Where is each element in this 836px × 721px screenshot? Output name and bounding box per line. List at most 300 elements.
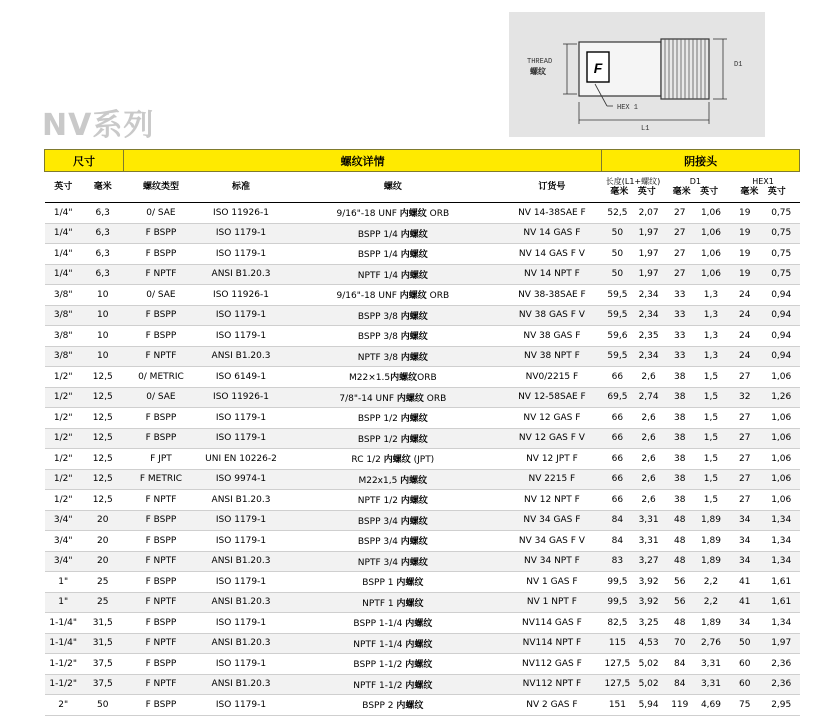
cell-d1-mm: 48	[664, 510, 695, 531]
cell-thread	[284, 592, 502, 613]
cell-mm: 20	[82, 510, 124, 531]
col-d1-in: 英寸	[700, 187, 719, 197]
cell-thread	[284, 346, 502, 367]
cell-thread-type: F NPTF	[124, 633, 199, 654]
cell-standard: ISO 1179-1	[198, 531, 283, 552]
cell-inch: 1/2"	[45, 449, 82, 470]
cell-d1-in: 1,06	[695, 223, 726, 244]
cell-hex-in: 1,34	[763, 510, 800, 531]
cell-inch: 1/2"	[45, 387, 82, 408]
cell-part-no: NV114 GAS F	[502, 613, 602, 634]
cell-standard: ANSI B1.20.3	[198, 592, 283, 613]
cell-part-no: NV 12 NPT F	[502, 490, 602, 511]
cell-hex-mm: 27	[727, 408, 763, 429]
cell-d1-mm: 119	[664, 695, 695, 716]
thread-internal-label: 内螺纹	[400, 537, 428, 548]
cell-part-no: NV 12 GAS F V	[502, 428, 602, 449]
cell-hex-in: 0,75	[763, 244, 800, 265]
cell-length-mm: 99,5	[602, 592, 633, 613]
cell-inch: 1/2"	[45, 469, 82, 490]
table-row	[45, 695, 800, 716]
thread-internal-label: 内螺纹	[400, 311, 428, 322]
col-thread-type: 螺纹类型	[124, 172, 199, 203]
cell-length-in: 2,34	[633, 346, 664, 367]
cell-hex-in: 0,94	[763, 305, 800, 326]
cell-inch: 3/4"	[45, 510, 82, 531]
thread-internal-label: 内螺纹	[400, 475, 428, 486]
cell-inch: 1/4"	[45, 244, 82, 265]
cell-d1-mm: 38	[664, 449, 695, 470]
table-row	[45, 264, 800, 285]
cell-hex-mm: 32	[727, 387, 763, 408]
cell-part-no: NV 12 GAS F	[502, 408, 602, 429]
cell-length-mm: 84	[602, 531, 633, 552]
table-row	[45, 551, 800, 572]
cell-inch: 3/4"	[45, 551, 82, 572]
cell-part-no: NV 34 NPT F	[502, 551, 602, 572]
cell-mm: 10	[82, 305, 124, 326]
cell-part-no: NV 34 GAS F	[502, 510, 602, 531]
thread-spec-part: (JPT)	[410, 455, 435, 466]
thread-spec-part: 9/16"-18 UNF	[336, 291, 400, 302]
cell-d1-mm: 84	[664, 654, 695, 675]
cell-thread-type: 0/ SAE	[124, 387, 199, 408]
cell-d1-mm: 33	[664, 346, 695, 367]
cell-length-mm: 82,5	[602, 613, 633, 634]
thread-spec-part: NPTF 1	[362, 598, 397, 609]
diagram-thread-label: THREAD	[527, 58, 553, 66]
cell-length-in: 2,6	[633, 367, 664, 388]
cell-part-no: NV 34 GAS F V	[502, 531, 602, 552]
cell-inch: 1/4"	[45, 264, 82, 285]
cell-mm: 25	[82, 592, 124, 613]
cell-standard: ANSI B1.20.3	[198, 264, 283, 285]
col-d1	[664, 172, 726, 203]
table-row	[45, 449, 800, 470]
cell-hex-in: 1,06	[763, 469, 800, 490]
cell-d1-in: 2,2	[695, 572, 726, 593]
cell-inch: 3/4"	[45, 531, 82, 552]
cell-mm: 31,5	[82, 633, 124, 654]
col-hex-top: HEX1	[752, 177, 774, 186]
cell-length-in: 2,34	[633, 305, 664, 326]
cell-length-mm: 69,5	[602, 387, 633, 408]
group-size: 尺寸	[45, 150, 124, 172]
thread-spec-part: M22x1,5	[358, 475, 401, 486]
thread-internal-label: 内螺纹	[400, 434, 428, 445]
cell-thread	[284, 285, 502, 306]
cell-hex-mm: 19	[727, 244, 763, 265]
cell-length-in: 2,6	[633, 469, 664, 490]
cell-d1-in: 1,3	[695, 285, 726, 306]
cell-standard: ISO 1179-1	[198, 654, 283, 675]
table-row	[45, 367, 800, 388]
col-length-in: 英寸	[637, 187, 656, 197]
cell-hex-mm: 24	[727, 305, 763, 326]
cell-hex-in: 1,34	[763, 551, 800, 572]
cell-part-no: NV 14 GAS F	[502, 223, 602, 244]
cell-standard: ANSI B1.20.3	[198, 490, 283, 511]
cell-standard: ISO 1179-1	[198, 510, 283, 531]
cell-length-in: 5,02	[633, 674, 664, 695]
cell-thread	[284, 469, 502, 490]
cell-thread	[284, 244, 502, 265]
cell-part-no: NV 2 GAS F	[502, 695, 602, 716]
cell-thread-type: 0/ METRIC	[124, 367, 199, 388]
cell-d1-mm: 27	[664, 223, 695, 244]
cell-thread-type: F NPTF	[124, 346, 199, 367]
cell-hex-mm: 50	[727, 633, 763, 654]
cell-length-in: 1,97	[633, 244, 664, 265]
cell-d1-mm: 48	[664, 613, 695, 634]
cell-length-mm: 66	[602, 449, 633, 470]
cell-length-mm: 127,5	[602, 674, 633, 695]
cell-d1-in: 1,5	[695, 490, 726, 511]
cell-thread-type: F BSPP	[124, 326, 199, 347]
cell-thread	[284, 695, 502, 716]
cell-length-in: 3,31	[633, 510, 664, 531]
cell-length-in: 3,92	[633, 572, 664, 593]
col-part-no: 订货号	[502, 172, 602, 203]
cell-part-no: NV 14 GAS F V	[502, 244, 602, 265]
cell-inch: 1/2"	[45, 490, 82, 511]
cell-standard: ISO 1179-1	[198, 326, 283, 347]
cell-thread	[284, 223, 502, 244]
thread-spec-part: ORB	[426, 291, 450, 302]
thread-internal-label: 内螺纹	[400, 496, 428, 507]
cell-thread	[284, 613, 502, 634]
cell-thread	[284, 305, 502, 326]
group-female: 阴接头	[602, 150, 800, 172]
table-row	[45, 244, 800, 265]
thread-spec-part: BSPP 1/4	[357, 250, 401, 261]
cell-thread-type: F BSPP	[124, 531, 199, 552]
cell-mm: 12,5	[82, 428, 124, 449]
thread-internal-label: 内螺纹	[396, 598, 424, 609]
cell-standard: ISO 1179-1	[198, 305, 283, 326]
thread-spec-part: BSPP 3/4	[357, 537, 401, 548]
cell-d1-mm: 27	[664, 264, 695, 285]
cell-standard: ANSI B1.20.3	[198, 551, 283, 572]
cell-part-no: NV112 NPT F	[502, 674, 602, 695]
cell-d1-in: 1,3	[695, 305, 726, 326]
cell-mm: 6,3	[82, 223, 124, 244]
cell-part-no: NV 38 GAS F V	[502, 305, 602, 326]
cell-d1-mm: 33	[664, 326, 695, 347]
diagram-length-label: L1	[641, 125, 650, 133]
group-header-row	[45, 150, 800, 172]
cell-thread	[284, 531, 502, 552]
page-title: NV系列	[42, 108, 155, 143]
cell-part-no: NV114 NPT F	[502, 633, 602, 654]
cell-hex-mm: 34	[727, 613, 763, 634]
thread-spec-part: BSPP 1/4	[357, 229, 401, 240]
cell-length-in: 5,94	[633, 695, 664, 716]
cell-d1-mm: 70	[664, 633, 695, 654]
cell-length-mm: 115	[602, 633, 633, 654]
cell-part-no: NV 38-38SAE F	[502, 285, 602, 306]
cell-hex-mm: 24	[727, 326, 763, 347]
cell-inch: 3/8"	[45, 326, 82, 347]
cell-hex-mm: 34	[727, 531, 763, 552]
cell-length-mm: 127,5	[602, 654, 633, 675]
cell-thread-type: F BSPP	[124, 305, 199, 326]
cell-thread-type: F BSPP	[124, 244, 199, 265]
cell-standard: ANSI B1.20.3	[198, 346, 283, 367]
cell-d1-in: 1,5	[695, 387, 726, 408]
cell-d1-in: 1,5	[695, 449, 726, 470]
cell-mm: 12,5	[82, 469, 124, 490]
cell-length-mm: 50	[602, 264, 633, 285]
cell-hex-in: 1,06	[763, 428, 800, 449]
thread-internal-label: 内螺纹	[400, 557, 428, 568]
cell-hex-in: 1,26	[763, 387, 800, 408]
table-row	[45, 203, 800, 224]
cell-hex-mm: 34	[727, 510, 763, 531]
thread-internal-label: 内螺纹	[400, 332, 428, 343]
cell-standard: ISO 9974-1	[198, 469, 283, 490]
cell-hex-mm: 60	[727, 654, 763, 675]
cell-hex-mm: 75	[727, 695, 763, 716]
cell-mm: 6,3	[82, 244, 124, 265]
col-mm: 毫米	[82, 172, 124, 203]
cell-hex-in: 1,61	[763, 592, 800, 613]
cell-standard: ISO 1179-1	[198, 613, 283, 634]
cell-mm: 31,5	[82, 613, 124, 634]
group-thread-details: 螺纹详情	[124, 150, 602, 172]
col-length-mm: 毫米	[610, 187, 629, 197]
thread-internal-label: 内螺纹	[405, 680, 433, 691]
cell-standard: ANSI B1.20.3	[198, 674, 283, 695]
cell-length-mm: 66	[602, 367, 633, 388]
cell-part-no: NV 38 GAS F	[502, 326, 602, 347]
thread-internal-label: 内螺纹	[390, 373, 418, 384]
cell-mm: 20	[82, 551, 124, 572]
cell-length-mm: 59,5	[602, 346, 633, 367]
cell-hex-in: 1,06	[763, 490, 800, 511]
cell-mm: 10	[82, 346, 124, 367]
cell-thread	[284, 551, 502, 572]
cell-d1-in: 1,5	[695, 469, 726, 490]
cell-hex-mm: 34	[727, 551, 763, 572]
thread-spec-part: 7/8"-14 UNF	[339, 393, 397, 404]
cell-length-in: 2,74	[633, 387, 664, 408]
col-hex	[727, 172, 800, 203]
cell-d1-in: 1,89	[695, 613, 726, 634]
cell-thread	[284, 326, 502, 347]
cell-inch: 1-1/4"	[45, 613, 82, 634]
thread-internal-label: 内螺纹	[396, 701, 424, 712]
cell-d1-mm: 38	[664, 490, 695, 511]
cell-d1-mm: 56	[664, 572, 695, 593]
cell-mm: 6,3	[82, 264, 124, 285]
cell-hex-in: 0,94	[763, 285, 800, 306]
cell-hex-mm: 27	[727, 490, 763, 511]
cell-standard: ISO 1179-1	[198, 223, 283, 244]
cell-length-mm: 66	[602, 408, 633, 429]
thread-spec-part: NPTF 1-1/4	[353, 639, 406, 650]
cell-hex-mm: 19	[727, 203, 763, 224]
cell-hex-in: 0,94	[763, 326, 800, 347]
cell-length-mm: 99,5	[602, 572, 633, 593]
cell-inch: 1"	[45, 572, 82, 593]
table-row	[45, 428, 800, 449]
cell-inch: 2"	[45, 695, 82, 716]
cell-length-mm: 52,5	[602, 203, 633, 224]
col-length-top: 长度(L1+螺纹)	[605, 177, 661, 186]
table-row	[45, 531, 800, 552]
table-row	[45, 510, 800, 531]
table-row	[45, 469, 800, 490]
thread-spec-part: BSPP 1/2	[357, 434, 401, 445]
cell-hex-in: 1,06	[763, 408, 800, 429]
thread-internal-label: 内螺纹	[400, 414, 428, 425]
cell-length-in: 4,53	[633, 633, 664, 654]
cell-thread	[284, 510, 502, 531]
cell-mm: 25	[82, 572, 124, 593]
thread-spec-part: NPTF 1/4	[357, 270, 401, 281]
cell-d1-in: 2,2	[695, 592, 726, 613]
col-hex-in: 英寸	[767, 187, 786, 197]
cell-hex-in: 0,94	[763, 346, 800, 367]
cell-mm: 12,5	[82, 490, 124, 511]
cell-d1-mm: 38	[664, 367, 695, 388]
cell-thread-type: F NPTF	[124, 551, 199, 572]
cell-thread-type: F BSPP	[124, 428, 199, 449]
table-row	[45, 285, 800, 306]
cell-hex-in: 1,34	[763, 613, 800, 634]
cell-thread	[284, 408, 502, 429]
cell-hex-mm: 41	[727, 572, 763, 593]
thread-spec-part: BSPP 3/4	[357, 516, 401, 527]
thread-spec-part: BSPP 1-1/4	[353, 619, 406, 630]
thread-spec-part: BSPP 2	[362, 701, 397, 712]
cell-length-in: 2,07	[633, 203, 664, 224]
cell-hex-mm: 19	[727, 223, 763, 244]
thread-spec-part: M22×1.5	[349, 373, 391, 384]
cell-part-no: NV 12-58SAE F	[502, 387, 602, 408]
cell-inch: 1-1/2"	[45, 654, 82, 675]
cell-standard: ISO 1179-1	[198, 695, 283, 716]
cell-length-in: 5,02	[633, 654, 664, 675]
cell-part-no: NV0/2215 F	[502, 367, 602, 388]
thread-spec-part: NPTF 3/8	[357, 352, 401, 363]
thread-internal-label: 内螺纹	[399, 291, 427, 302]
table-row	[45, 490, 800, 511]
column-header-row	[45, 172, 800, 203]
cell-standard: ISO 11926-1	[198, 285, 283, 306]
cell-d1-mm: 38	[664, 428, 695, 449]
table-row	[45, 592, 800, 613]
col-inch: 英寸	[45, 172, 82, 203]
cell-part-no: NV 2215 F	[502, 469, 602, 490]
cell-standard: ISO 11926-1	[198, 203, 283, 224]
thread-internal-label: 内螺纹	[400, 250, 428, 261]
cell-length-mm: 66	[602, 428, 633, 449]
cell-inch: 3/8"	[45, 285, 82, 306]
cell-inch: 1"	[45, 592, 82, 613]
cell-inch: 3/8"	[45, 346, 82, 367]
cell-hex-mm: 24	[727, 285, 763, 306]
thread-internal-label: 内螺纹	[383, 455, 411, 466]
cell-thread	[284, 264, 502, 285]
cell-hex-in: 2,36	[763, 654, 800, 675]
cell-standard: ISO 11926-1	[198, 387, 283, 408]
cell-thread-type: 0/ SAE	[124, 285, 199, 306]
cell-part-no: NV 1 NPT F	[502, 592, 602, 613]
table-row	[45, 674, 800, 695]
cell-mm: 50	[82, 695, 124, 716]
cell-length-in: 2,34	[633, 285, 664, 306]
cell-standard: ISO 1179-1	[198, 408, 283, 429]
cell-d1-in: 1,89	[695, 551, 726, 572]
thread-spec-part: RC 1/2	[351, 455, 384, 466]
cell-part-no: NV 14-38SAE F	[502, 203, 602, 224]
cell-d1-in: 1,5	[695, 408, 726, 429]
cell-length-mm: 59,5	[602, 305, 633, 326]
cell-inch: 1/2"	[45, 367, 82, 388]
thread-spec-part: ORB	[426, 209, 450, 220]
col-d1-top: D1	[689, 177, 701, 186]
cell-hex-in: 2,36	[763, 674, 800, 695]
cell-length-mm: 66	[602, 490, 633, 511]
cell-d1-mm: 48	[664, 531, 695, 552]
cell-d1-in: 1,5	[695, 428, 726, 449]
cell-length-in: 3,25	[633, 613, 664, 634]
cell-part-no: NV112 GAS F	[502, 654, 602, 675]
cell-part-no: NV 12 JPT F	[502, 449, 602, 470]
diagram-hex-label: HEX 1	[617, 104, 639, 112]
table-row	[45, 408, 800, 429]
cell-length-mm: 151	[602, 695, 633, 716]
cell-d1-mm: 27	[664, 244, 695, 265]
cell-hex-in: 1,34	[763, 531, 800, 552]
cell-standard: ISO 6149-1	[198, 367, 283, 388]
thread-spec-part: BSPP 1	[362, 578, 397, 589]
diagram-thread-label-cn: 螺纹	[530, 67, 546, 76]
thread-spec-part: BSPP 3/8	[357, 332, 401, 343]
cell-thread-type: F BSPP	[124, 695, 199, 716]
cell-d1-mm: 38	[664, 387, 695, 408]
cell-thread-type: 0/ SAE	[124, 203, 199, 224]
table-row	[45, 654, 800, 675]
cell-mm: 37,5	[82, 654, 124, 675]
cell-inch: 1-1/2"	[45, 674, 82, 695]
table-row	[45, 346, 800, 367]
cell-d1-mm: 38	[664, 408, 695, 429]
nv-series-table	[44, 149, 800, 716]
thread-internal-label: 内螺纹	[405, 660, 433, 671]
thread-spec-part: ORB	[423, 393, 447, 404]
cell-hex-mm: 27	[727, 449, 763, 470]
table-row	[45, 633, 800, 654]
cell-d1-mm: 33	[664, 285, 695, 306]
cell-thread-type: F NPTF	[124, 674, 199, 695]
cell-standard: UNI EN 10226-2	[198, 449, 283, 470]
cell-mm: 12,5	[82, 367, 124, 388]
thread-internal-label: 内螺纹	[400, 352, 428, 363]
cell-length-in: 2,6	[633, 490, 664, 511]
cell-hex-mm: 41	[727, 592, 763, 613]
cell-mm: 12,5	[82, 387, 124, 408]
cell-hex-in: 1,61	[763, 572, 800, 593]
cell-d1-mm: 27	[664, 203, 695, 224]
cell-thread	[284, 203, 502, 224]
cell-inch: 1/2"	[45, 408, 82, 429]
cell-d1-in: 1,5	[695, 367, 726, 388]
cell-standard: ISO 1179-1	[198, 572, 283, 593]
thread-internal-label: 内螺纹	[405, 619, 433, 630]
